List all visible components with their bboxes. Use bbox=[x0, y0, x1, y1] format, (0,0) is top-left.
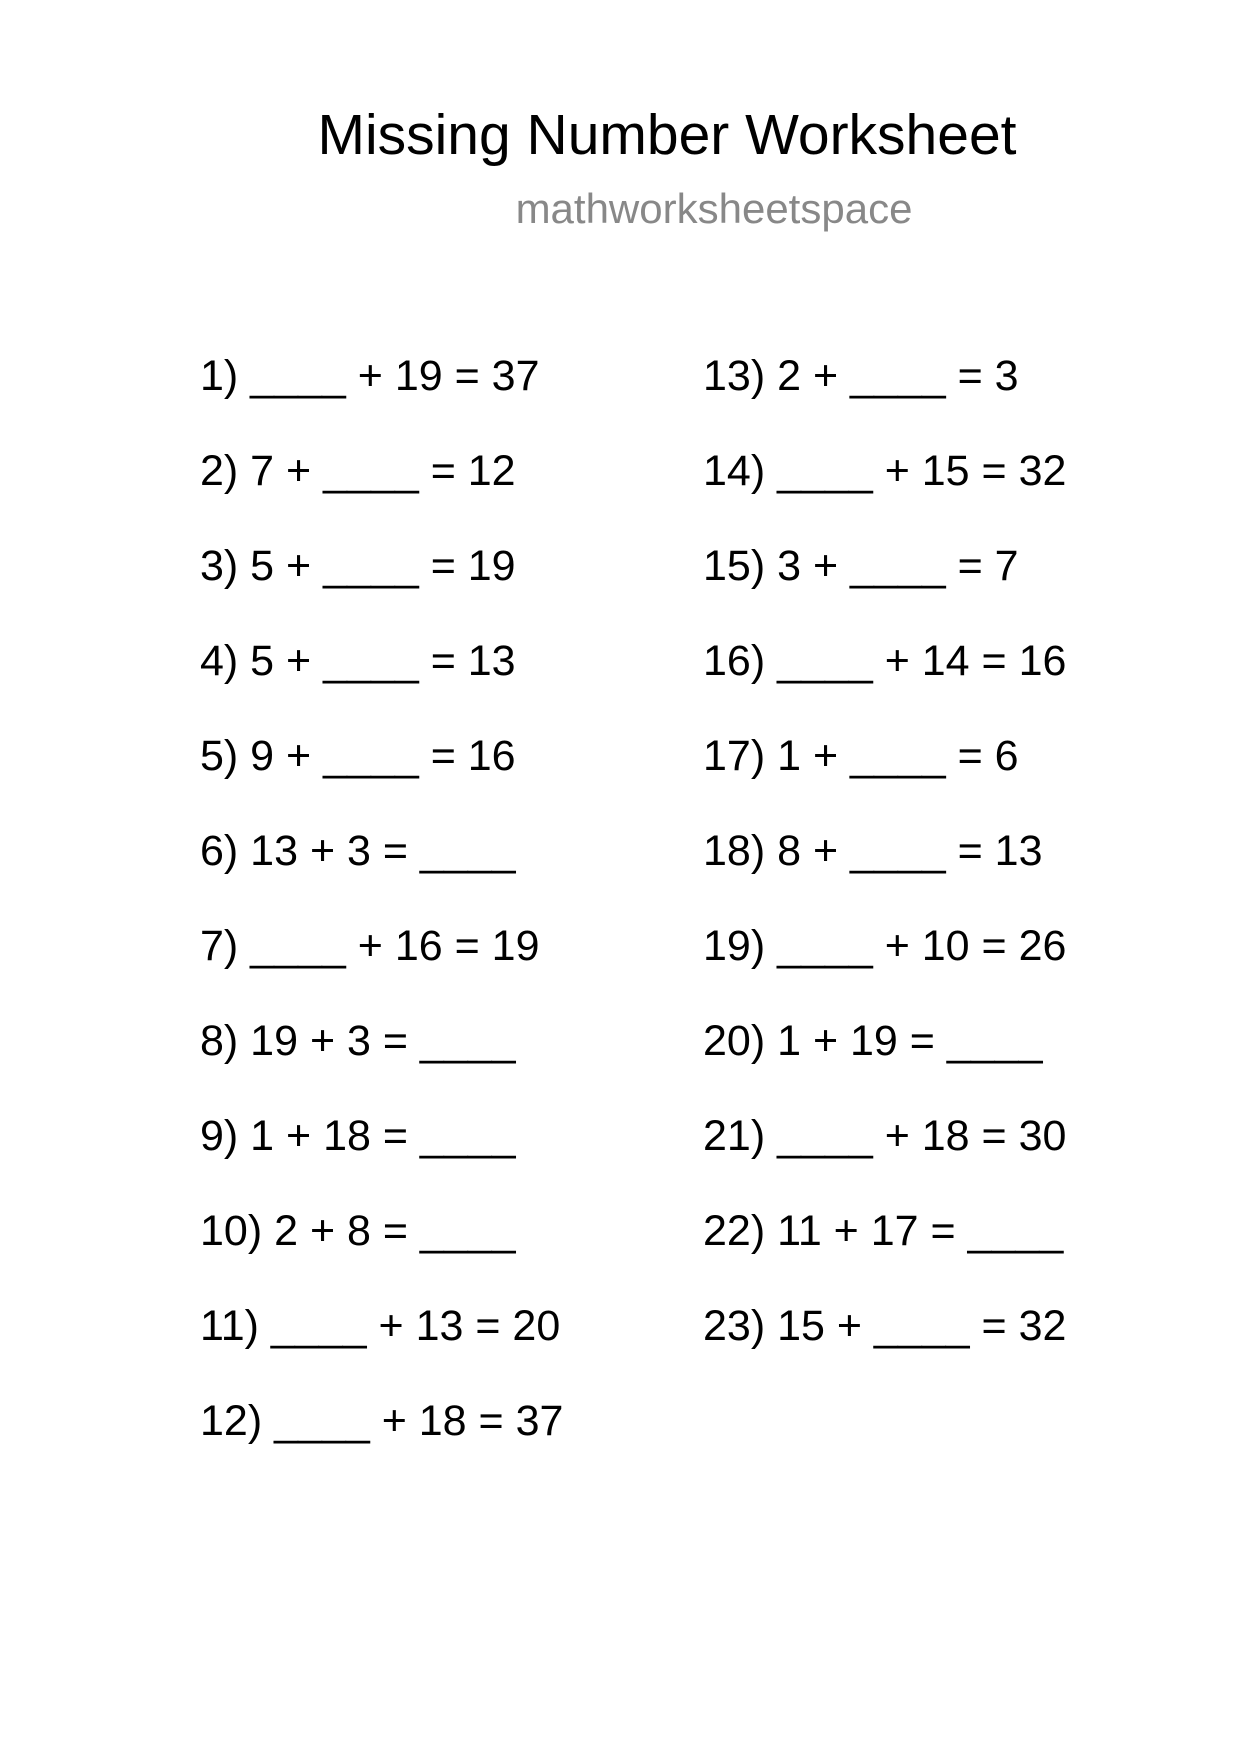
problem-1: 1) ____ + 19 = 37 bbox=[200, 352, 540, 400]
problem-9: 9) 1 + 18 = ____ bbox=[200, 1112, 516, 1160]
problem-12: 12) ____ + 18 = 37 bbox=[200, 1397, 564, 1445]
problem-23: 23) 15 + ____ = 32 bbox=[703, 1302, 1067, 1350]
problem-18: 18) 8 + ____ = 13 bbox=[703, 827, 1043, 875]
problems-right-column bbox=[703, 346, 1066, 1391]
problem-20: 20) 1 + 19 = ____ bbox=[703, 1017, 1043, 1065]
problem-13: 13) 2 + ____ = 3 bbox=[703, 352, 1019, 400]
problem-10: 10) 2 + 8 = ____ bbox=[200, 1207, 516, 1255]
problem-11: 11) ____ + 13 = 20 bbox=[200, 1302, 561, 1350]
problem-15: 15) 3 + ____ = 7 bbox=[703, 542, 1019, 590]
problem-16: 16) ____ + 14 = 16 bbox=[703, 637, 1067, 685]
worksheet-subtitle: mathworksheetspace bbox=[515, 185, 913, 232]
problem-8: 8) 19 + 3 = ____ bbox=[200, 1017, 516, 1065]
problem-17: 17) 1 + ____ = 6 bbox=[703, 732, 1019, 780]
problems-left-column bbox=[200, 346, 563, 1486]
worksheet-title: Missing Number Worksheet bbox=[317, 103, 1017, 167]
problem-7: 7) ____ + 16 = 19 bbox=[200, 922, 540, 970]
problem-14: 14) ____ + 15 = 32 bbox=[703, 447, 1067, 495]
problem-5: 5) 9 + ____ = 16 bbox=[200, 732, 516, 780]
problem-4: 4) 5 + ____ = 13 bbox=[200, 637, 516, 685]
problem-21: 21) ____ + 18 = 30 bbox=[703, 1112, 1067, 1160]
problem-19: 19) ____ + 10 = 26 bbox=[703, 922, 1067, 970]
problem-6: 6) 13 + 3 = ____ bbox=[200, 827, 516, 875]
problem-2: 2) 7 + ____ = 12 bbox=[200, 447, 516, 495]
problem-22: 22) 11 + 17 = ____ bbox=[703, 1207, 1064, 1255]
problem-3: 3) 5 + ____ = 19 bbox=[200, 542, 516, 590]
